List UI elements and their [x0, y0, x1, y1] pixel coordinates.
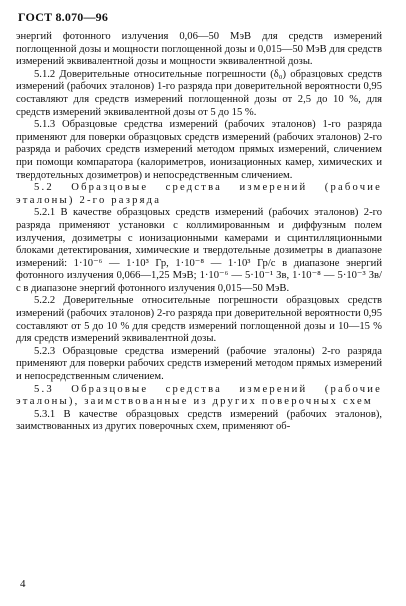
section-heading-5-2: 5.2 Образцовые средства измерений (рабочие эталоны) 2-го разряда: [16, 182, 382, 206]
paragraph-5-2-2: 5.2.2 Доверительные относительные погрешности образцовых средств измерений (рабочих эталонов) 2-го разряда при доверительной вероятности 0,95 составляют от 5 до 10 % для средств измерений поглощенной дозы и 10—15 % для средств измерений эквивалентной дозы.: [16, 295, 382, 345]
document-header: ГОСТ 8.070—96: [18, 10, 109, 24]
paragraph-5-3-1: 5.3.1 В качестве образцовых средств измерений (рабочих эталонов), заимствованных из других поверочных схем, применяют об-: [16, 408, 382, 433]
paragraph-5-2-1: 5.2.1 В качестве образцовых средств измерений (рабочих эталонов) 2-го разряда применяют установки с коллимированным и диффузным полем излучения, дозиметры с ионизационными камерами и сцинтилляционными блоками детектирования, химические и твердотельные дозиметры в диапазоне измерений: 1·10⁻⁶ — 1·10³ Гр, 1·10⁻⁸ — 1·10³ Гр/с в диапазоне энергий фотонного излучения 0,066—1,25 МэВ; 1·10⁻⁶ — 5·10⁻¹ Зв, 1·10⁻⁸ — 5·10⁻³ Зв/с в диапазоне энергий фотонного излучения 0,015—50 МэВ.: [16, 207, 382, 294]
paragraph-energy-range: энергий фотонного излучения 0,06—50 МэВ для средств измерений поглощенной дозы и мощности поглощенной дозы и 0,015—50 МэВ для средств измерений эквивалентной дозы и мощности эквивалентной дозы.: [16, 31, 382, 68]
paragraph-5-2-3: 5.2.3 Образцовые средства измерений (рабочие эталоны) 2-го разряда применяют для поверки рабочих средств измерений методом прямых измерений и непосредственным сличением.: [16, 345, 382, 383]
page-number: 4: [20, 578, 26, 590]
paragraph-5-1-2: 5.1.2 Доверительные относительные погрешности (δ₀) образцовых средств измерений (рабочих эталонов) 1-го разряда при доверительной вероятности 0,95 составляют для средств измерений поглощенной дозы от 2,5 до 10 %, для средств измерений эквивалентной дозы от 5 до 15 %.: [16, 68, 382, 118]
paragraph-5-1-3: 5.1.3 Образцовые средства измерений (рабочих эталонов) 1-го разряда применяют для поверки образцовых средств измерений (рабочих эталонов) 2-го разряда и рабочих средств измерений методом прямых измерений, сличением при помощи компаратора (калориметров, ионизационных камер, химических и твердотельных дозиметров) и непосредственным сличением.: [16, 119, 382, 181]
section-heading-5-3: 5.3 Образцовые средства измерений (рабочие эталоны), заимствованные из других поверочных схем: [16, 383, 382, 408]
